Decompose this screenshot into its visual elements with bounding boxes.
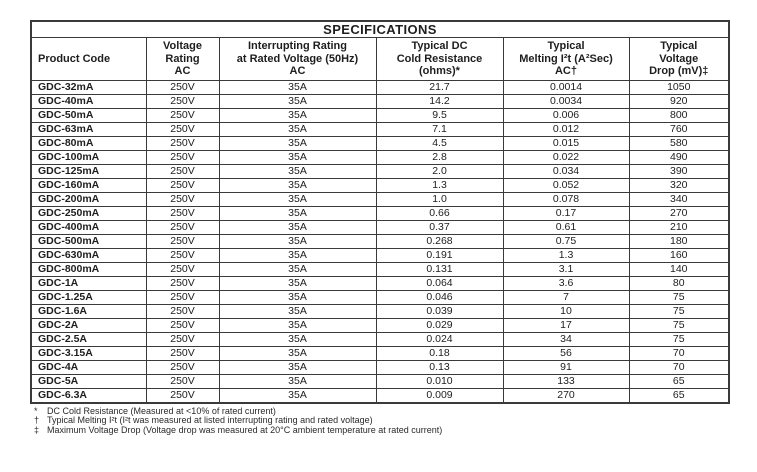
table-row (31, 346, 729, 360)
value-cell: 21.7 (376, 80, 503, 94)
product-code-cell: GDC-1A (31, 276, 146, 290)
value-cell: 250V (146, 178, 219, 192)
product-code-cell: GDC-50mA (31, 108, 146, 122)
value-cell: 0.0034 (503, 94, 629, 108)
column-header-product-code (31, 38, 146, 81)
footnote-marker: † (34, 415, 40, 426)
value-cell: 250V (146, 304, 219, 318)
value-cell: 75 (629, 304, 729, 318)
column-header-line: Voltage (163, 40, 202, 52)
value-cell: 390 (629, 164, 729, 178)
value-cell: 75 (629, 290, 729, 304)
value-cell: 0.006 (503, 108, 629, 122)
table-row (31, 206, 729, 220)
value-cell: 35A (219, 318, 376, 332)
table-row (31, 220, 729, 234)
column-header-line: Rating (165, 52, 200, 65)
column-header-voltage-drop (629, 38, 729, 81)
product-code-cell: GDC-40mA (31, 94, 146, 108)
value-cell: 0.024 (376, 332, 503, 346)
column-header-line: Drop (mV)‡ (649, 65, 709, 78)
column-header-line: (ohms)* (419, 65, 460, 78)
footnote-text: DC Cold Resistance (Measured at <10% of rated current) (47, 405, 276, 416)
table-row (31, 192, 729, 206)
value-cell: 250V (146, 192, 219, 206)
table-body (31, 80, 729, 403)
value-cell: 0.61 (503, 220, 629, 234)
title-row (31, 21, 729, 38)
value-cell: 35A (219, 346, 376, 360)
value-cell: 80 (629, 276, 729, 290)
value-cell: 0.66 (376, 206, 503, 220)
table-row (31, 108, 729, 122)
value-cell: 91 (503, 360, 629, 374)
value-cell: 3.1 (503, 262, 629, 276)
value-cell: 250V (146, 318, 219, 332)
value-cell: 35A (219, 206, 376, 220)
value-cell: 0.078 (503, 192, 629, 206)
value-cell: 250V (146, 80, 219, 94)
value-cell: 3.6 (503, 276, 629, 290)
value-cell: 10 (503, 304, 629, 318)
value-cell: 0.0014 (503, 80, 629, 94)
column-header-line: AC (174, 65, 191, 78)
value-cell: 35A (219, 108, 376, 122)
product-code-cell: GDC-5A (31, 374, 146, 388)
value-cell: 250V (146, 150, 219, 164)
footnote-marker: * (34, 405, 38, 416)
value-cell: 0.13 (376, 360, 503, 374)
column-header-line: Typical (547, 40, 585, 52)
value-cell: 35A (219, 80, 376, 94)
column-header-line: at Rated Voltage (50Hz) (236, 52, 359, 65)
value-cell: 160 (629, 248, 729, 262)
table-row (31, 374, 729, 388)
value-cell: 250V (146, 206, 219, 220)
table-row (31, 318, 729, 332)
value-cell: 250V (146, 122, 219, 136)
product-code-cell: GDC-1.6A (31, 304, 146, 318)
value-cell: 210 (629, 220, 729, 234)
column-header-line: Interrupting Rating (248, 40, 347, 52)
column-header-line: Product Code (38, 52, 111, 65)
value-cell: 34 (503, 332, 629, 346)
table-row (31, 304, 729, 318)
value-cell: 1.0 (376, 192, 503, 206)
value-cell: 0.015 (503, 136, 629, 150)
table-row (31, 388, 729, 403)
value-cell: 70 (629, 346, 729, 360)
value-cell: 250V (146, 290, 219, 304)
value-cell: 75 (629, 332, 729, 346)
table-row (31, 360, 729, 374)
value-cell: 35A (219, 164, 376, 178)
value-cell: 35A (219, 192, 376, 206)
table-row (31, 122, 729, 136)
product-code-cell: GDC-400mA (31, 220, 146, 234)
value-cell: 35A (219, 276, 376, 290)
table-row (31, 136, 729, 150)
value-cell: 0.029 (376, 318, 503, 332)
value-cell: 35A (219, 304, 376, 318)
value-cell: 70 (629, 360, 729, 374)
value-cell: 250V (146, 94, 219, 108)
product-code-cell: GDC-800mA (31, 262, 146, 276)
product-code-cell: GDC-125mA (31, 164, 146, 178)
value-cell: 35A (219, 332, 376, 346)
value-cell: 250V (146, 332, 219, 346)
footnote-marker: ‡ (34, 424, 40, 435)
product-code-cell: GDC-80mA (31, 136, 146, 150)
column-header-line: AC (289, 65, 306, 78)
value-cell: 0.75 (503, 234, 629, 248)
value-cell: 0.046 (376, 290, 503, 304)
value-cell: 270 (629, 206, 729, 220)
value-cell: 9.5 (376, 108, 503, 122)
value-cell: 35A (219, 150, 376, 164)
product-code-cell: GDC-63mA (31, 122, 146, 136)
value-cell: 250V (146, 374, 219, 388)
value-cell: 0.18 (376, 346, 503, 360)
value-cell: 250V (146, 276, 219, 290)
product-code-cell: GDC-4A (31, 360, 146, 374)
value-cell: 760 (629, 122, 729, 136)
table-row (31, 80, 729, 94)
product-code-cell: GDC-32mA (31, 80, 146, 94)
table-row (31, 178, 729, 192)
product-code-cell: GDC-250mA (31, 206, 146, 220)
value-cell: 0.37 (376, 220, 503, 234)
footnote-line (32, 426, 728, 436)
value-cell: 65 (629, 374, 729, 388)
product-code-cell: GDC-630mA (31, 248, 146, 262)
product-code-cell: GDC-100mA (31, 150, 146, 164)
value-cell: 35A (219, 220, 376, 234)
value-cell: 0.191 (376, 248, 503, 262)
value-cell: 250V (146, 388, 219, 403)
product-code-cell: GDC-2A (31, 318, 146, 332)
table-row (31, 332, 729, 346)
table-header (31, 21, 729, 80)
value-cell: 4.5 (376, 136, 503, 150)
product-code-cell: GDC-2.5A (31, 332, 146, 346)
value-cell: 35A (219, 290, 376, 304)
value-cell: 1.3 (503, 248, 629, 262)
value-cell: 7 (503, 290, 629, 304)
value-cell: 250V (146, 220, 219, 234)
value-cell: 14.2 (376, 94, 503, 108)
value-cell: 0.034 (503, 164, 629, 178)
product-code-cell: GDC-200mA (31, 192, 146, 206)
footnotes (32, 407, 728, 436)
value-cell: 250V (146, 234, 219, 248)
value-cell: 0.052 (503, 178, 629, 192)
product-code-cell: GDC-6.3A (31, 388, 146, 403)
product-code-cell: GDC-500mA (31, 234, 146, 248)
value-cell: 35A (219, 122, 376, 136)
product-code-cell: GDC-3.15A (31, 346, 146, 360)
table-row (31, 290, 729, 304)
value-cell: 2.0 (376, 164, 503, 178)
value-cell: 320 (629, 178, 729, 192)
value-cell: 35A (219, 262, 376, 276)
value-cell: 250V (146, 136, 219, 150)
value-cell: 0.064 (376, 276, 503, 290)
value-cell: 35A (219, 388, 376, 403)
table-row (31, 234, 729, 248)
column-header-row (31, 38, 729, 81)
value-cell: 35A (219, 178, 376, 192)
value-cell: 0.131 (376, 262, 503, 276)
value-cell: 250V (146, 262, 219, 276)
value-cell: 35A (219, 248, 376, 262)
value-cell: 1.3 (376, 178, 503, 192)
value-cell: 270 (503, 388, 629, 403)
value-cell: 0.268 (376, 234, 503, 248)
value-cell: 0.022 (503, 150, 629, 164)
value-cell: 490 (629, 150, 729, 164)
value-cell: 0.010 (376, 374, 503, 388)
value-cell: 250V (146, 164, 219, 178)
table-row (31, 150, 729, 164)
value-cell: 75 (629, 318, 729, 332)
value-cell: 1050 (629, 80, 729, 94)
column-header-line: Voltage (659, 52, 699, 65)
product-code-cell: GDC-160mA (31, 178, 146, 192)
column-header-melting-i2t (503, 38, 629, 81)
value-cell: 0.012 (503, 122, 629, 136)
footnote-text: Maximum Voltage Drop (Voltage drop was measured at 20°C ambient temperature at rated current) (47, 424, 443, 435)
column-header-dc-cold-resistance (376, 38, 503, 81)
specifications-table (30, 20, 730, 404)
value-cell: 2.8 (376, 150, 503, 164)
value-cell: 7.1 (376, 122, 503, 136)
value-cell: 250V (146, 248, 219, 262)
table-row (31, 276, 729, 290)
value-cell: 0.009 (376, 388, 503, 403)
value-cell: 0.17 (503, 206, 629, 220)
value-cell: 35A (219, 374, 376, 388)
value-cell: 17 (503, 318, 629, 332)
value-cell: 180 (629, 234, 729, 248)
column-header-line: Typical (660, 40, 698, 52)
column-header-line: Cold Resistance (396, 52, 483, 65)
column-header-voltage-rating (146, 38, 219, 81)
value-cell: 250V (146, 108, 219, 122)
value-cell: 35A (219, 136, 376, 150)
value-cell: 580 (629, 136, 729, 150)
value-cell: 0.039 (376, 304, 503, 318)
table-row (31, 248, 729, 262)
value-cell: 250V (146, 360, 219, 374)
value-cell: 140 (629, 262, 729, 276)
table-row (31, 262, 729, 276)
column-header-line: Melting I²t (A²Sec) (519, 52, 613, 65)
column-header-line: AC† (554, 65, 577, 78)
value-cell: 250V (146, 346, 219, 360)
footnote-text: Typical Melting I²t (I²t was measured at listed interrupting rating and rated voltage) (47, 415, 373, 426)
column-header-interrupting-rating (219, 38, 376, 81)
value-cell: 56 (503, 346, 629, 360)
value-cell: 35A (219, 360, 376, 374)
value-cell: 65 (629, 388, 729, 403)
table-row (31, 164, 729, 178)
value-cell: 133 (503, 374, 629, 388)
value-cell: 35A (219, 234, 376, 248)
value-cell: 340 (629, 192, 729, 206)
table-row (31, 94, 729, 108)
value-cell: 800 (629, 108, 729, 122)
table-title: SPECIFICATIONS (31, 21, 729, 38)
value-cell: 35A (219, 94, 376, 108)
column-header-line: Typical DC (411, 40, 468, 52)
product-code-cell: GDC-1.25A (31, 290, 146, 304)
value-cell: 920 (629, 94, 729, 108)
